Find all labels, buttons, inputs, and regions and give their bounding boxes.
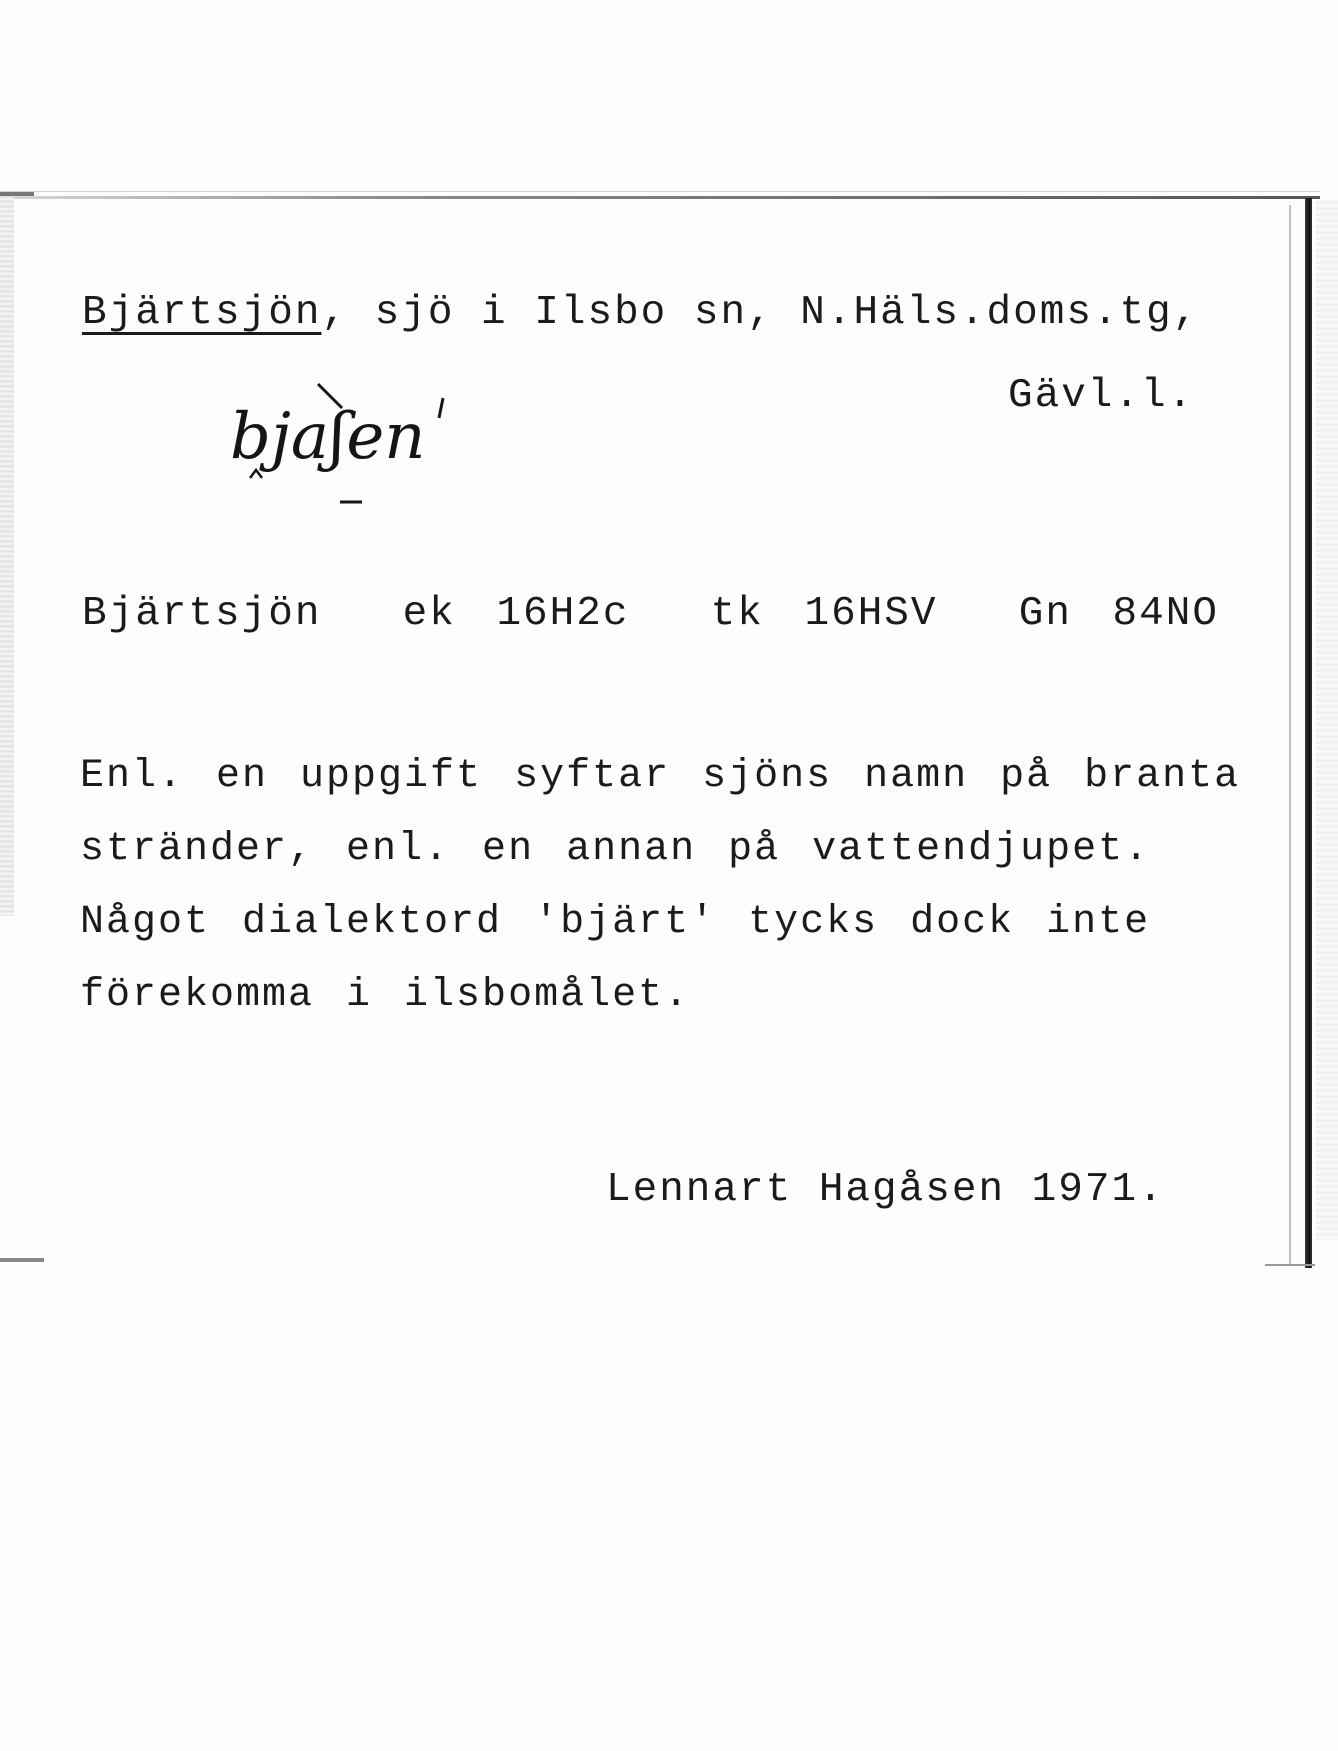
pronunciation-text: bjaʃen: [230, 400, 426, 474]
card-right-edge: [1305, 198, 1312, 1268]
scan-mark-bottom: [0, 1258, 44, 1262]
card-bottom-edge: [1265, 1264, 1315, 1266]
reference-codes: Bjärtsjön ek 16H2c tk 16HSV Gn 84NO: [82, 591, 1219, 637]
acute-accent-mark: [439, 398, 443, 418]
scan-mark-top: [0, 192, 34, 196]
signature: Lennart Hagåsen 1971.: [606, 1167, 1165, 1213]
card-top-edge: [0, 196, 1320, 199]
headword: Bjärtsjön: [82, 290, 322, 336]
body-line: stränder, enl. en annan på vattendjupet.: [80, 827, 1151, 872]
heading-line: [82, 290, 1200, 336]
body-line: Enl. en uppgift syftar sjöns namn på branta: [80, 754, 1241, 799]
card-right-edge-shadow: [1289, 205, 1291, 1265]
county-label: Gävl.l.: [1008, 373, 1195, 419]
body-line: Något dialektord 'bjärt' tycks dock inte: [80, 900, 1151, 945]
body-line: förekomma i ilsbomålet.: [80, 973, 691, 1018]
body-paragraph: [80, 740, 1240, 1032]
handwritten-pronunciation: [230, 378, 500, 518]
card-top-edge-shadow: [0, 191, 1320, 192]
card-left-edge: [0, 196, 14, 916]
heading-description: , sjö i Ilsbo sn, N.Häls.doms.tg,: [321, 290, 1200, 336]
card-right-texture: [1316, 200, 1338, 1240]
